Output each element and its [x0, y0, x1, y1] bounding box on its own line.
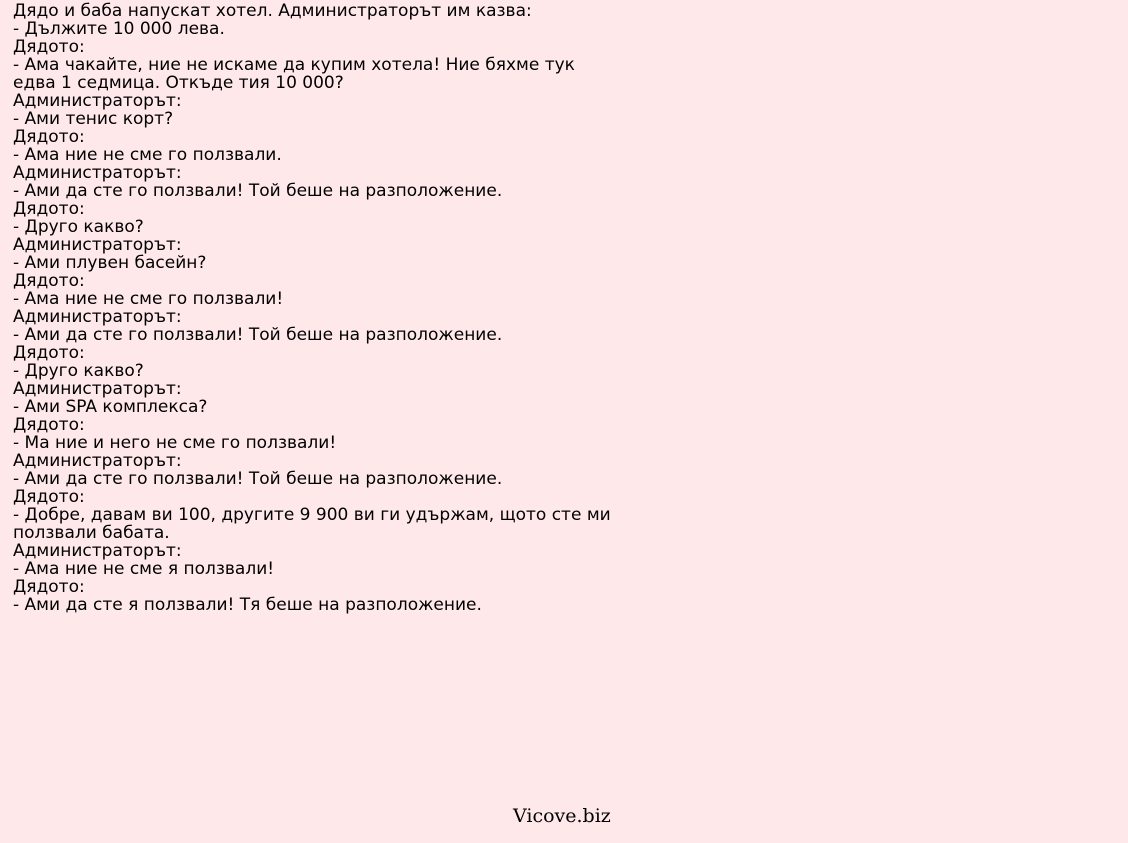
joke-line: - Друго какво?	[13, 217, 144, 237]
joke-line: Администраторът:	[13, 451, 182, 471]
joke-line: Дядо и баба напускат хотел. Администраторът им казва:	[13, 1, 532, 21]
joke-line: - Ами тенис корт?	[13, 109, 174, 129]
joke-line: - Ами SPA комплекса?	[13, 397, 208, 417]
joke-line: - Ами да сте го ползвали! Той беше на разположение.	[13, 469, 503, 489]
joke-line: - Добре, давам ви 100, другите 9 900 ви ги удържам, щото сте ми	[13, 505, 611, 525]
joke-line: - Ама ние не сме я ползвали!	[13, 559, 275, 579]
joke-line: Администраторът:	[13, 235, 182, 255]
joke-line: едва 1 седмица. Откъде тия 10 000?	[13, 73, 344, 93]
joke-line: - Ами да сте го ползвали! Той беше на разположение.	[13, 325, 503, 345]
joke-line: Дядото:	[13, 487, 85, 507]
joke-line: - Друго какво?	[13, 361, 144, 381]
site-watermark: Vicove.biz	[513, 805, 611, 827]
joke-line: - Ами плувен басейн?	[13, 253, 207, 273]
joke-line: Администраторът:	[13, 91, 182, 111]
joke-line: - Ама ние не сме го ползвали.	[13, 145, 282, 165]
joke-line: Дядото:	[13, 343, 85, 363]
joke-line: Администраторът:	[13, 379, 182, 399]
joke-line: Дядото:	[13, 37, 85, 57]
joke-line: - Ма ние и него не сме го ползвали!	[13, 433, 337, 453]
joke-line: Дядото:	[13, 271, 85, 291]
joke-line: - Ами да сте го ползвали! Той беше на разположение.	[13, 181, 503, 201]
joke-line: Администраторът:	[13, 541, 182, 561]
joke-line: Дядото:	[13, 415, 85, 435]
joke-line: - Ами да сте я ползвали! Тя беше на разположение.	[13, 595, 482, 615]
joke-line: - Ама чакайте, ние не искаме да купим хотела! Ние бяхме тук	[13, 55, 575, 75]
joke-line: Дядото:	[13, 199, 85, 219]
joke-line: - Дължите 10 000 лева.	[13, 19, 225, 39]
joke-line: Дядото:	[13, 577, 85, 597]
joke-line: Дядото:	[13, 127, 85, 147]
joke-line: Администраторът:	[13, 163, 182, 183]
joke-line: - Ама ние не сме го ползвали!	[13, 289, 284, 309]
joke-text	[13, 2, 1113, 614]
joke-line: Администраторът:	[13, 307, 182, 327]
joke-line: ползвали бабата.	[13, 523, 170, 543]
